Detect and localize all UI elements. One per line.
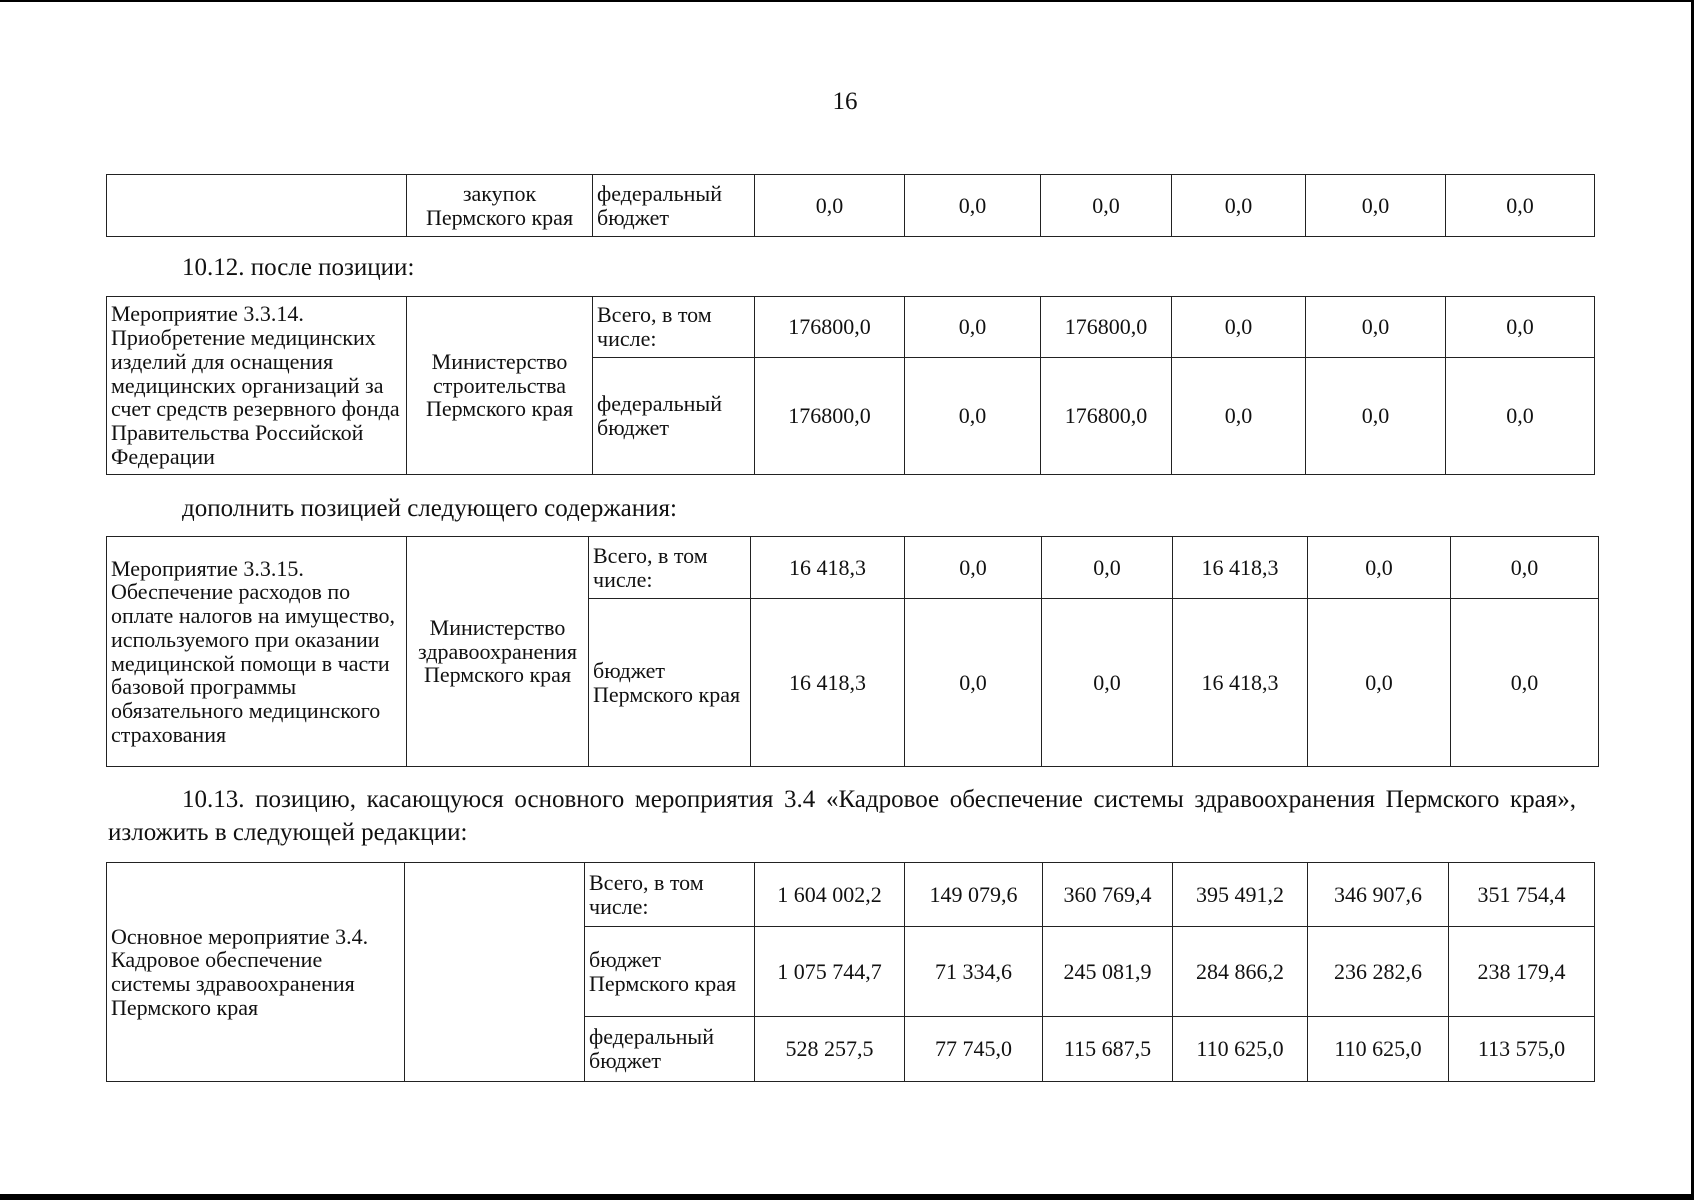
table-continuation — [106, 174, 1595, 237]
page-number: 16 — [832, 88, 858, 115]
value-cell: 0,0 — [1308, 599, 1451, 767]
executor-cell — [405, 863, 585, 1082]
value-cell: 0,0 — [905, 175, 1041, 237]
scan-bottom-edge — [0, 1194, 1694, 1200]
value-cell: 236 282,6 — [1308, 927, 1449, 1017]
paragraph-add-position: дополнить позицией следующего содержания: — [182, 495, 677, 522]
table-row — [107, 175, 1595, 237]
value-cell: 0,0 — [905, 537, 1042, 599]
source-cell: федеральный бюджет — [593, 175, 755, 237]
value-cell: 0,0 — [1446, 175, 1595, 237]
value-cell: 0,0 — [1306, 175, 1446, 237]
value-cell: 395 491,2 — [1173, 863, 1308, 927]
value-cell: 1 604 002,2 — [755, 863, 905, 927]
source-cell: федеральный бюджет — [585, 1017, 755, 1082]
table-row — [107, 297, 1595, 358]
value-cell: 0,0 — [1172, 358, 1306, 475]
source-cell: бюджет Пермского края — [585, 927, 755, 1017]
value-cell: 0,0 — [905, 358, 1041, 475]
value-cell: 0,0 — [1306, 297, 1446, 358]
value-cell: 360 769,4 — [1043, 863, 1173, 927]
value-cell: 0,0 — [1451, 599, 1599, 767]
value-cell: 0,0 — [1451, 537, 1599, 599]
measure-name-cell: Мероприятие 3.3.14. Приобретение медицинских изделий для оснащения медицинских организаций за счет средств резервного фонда Правительства Российской Федерации — [107, 297, 407, 475]
paragraph-10-13: 10.13. позицию, касающуюся основного мероприятия 3.4 «Кадровое обеспечение системы здравоохранения Пермского края», изложить в следующей редакции: — [108, 786, 1576, 846]
value-cell: 110 625,0 — [1173, 1017, 1308, 1082]
value-cell: 71 334,6 — [905, 927, 1043, 1017]
source-cell: бюджет Пермского края — [589, 599, 751, 767]
source-cell: федеральный бюджет — [593, 358, 755, 475]
value-cell: 176800,0 — [1041, 297, 1172, 358]
value-cell: 16 418,3 — [751, 537, 905, 599]
value-cell: 16 418,3 — [1173, 537, 1308, 599]
value-cell: 0,0 — [1306, 358, 1446, 475]
value-cell: 1 075 744,7 — [755, 927, 905, 1017]
paragraph-10-12: 10.12. после позиции: — [182, 254, 415, 281]
value-cell: 176800,0 — [755, 297, 905, 358]
table-row — [107, 863, 1595, 927]
value-cell: 0,0 — [1172, 297, 1306, 358]
value-cell: 346 907,6 — [1308, 863, 1449, 927]
value-cell: 113 575,0 — [1449, 1017, 1595, 1082]
value-cell: 176800,0 — [1041, 358, 1172, 475]
value-cell: 115 687,5 — [1043, 1017, 1173, 1082]
value-cell: 0,0 — [905, 297, 1041, 358]
value-cell: 149 079,6 — [905, 863, 1043, 927]
value-cell: 0,0 — [1042, 537, 1173, 599]
value-cell: 176800,0 — [755, 358, 905, 475]
value-cell: 16 418,3 — [751, 599, 905, 767]
value-cell: 0,0 — [1042, 599, 1173, 767]
value-cell: 16 418,3 — [1173, 599, 1308, 767]
value-cell: 0,0 — [905, 599, 1042, 767]
source-cell: Всего, в том числе: — [593, 297, 755, 358]
value-cell: 0,0 — [1446, 297, 1595, 358]
value-cell: 245 081,9 — [1043, 927, 1173, 1017]
table-row — [107, 537, 1599, 599]
value-cell: 77 745,0 — [905, 1017, 1043, 1082]
value-cell: 0,0 — [1041, 175, 1172, 237]
value-cell: 110 625,0 — [1308, 1017, 1449, 1082]
executor-cell: закупок Пермского края — [407, 175, 593, 237]
value-cell: 238 179,4 — [1449, 927, 1595, 1017]
value-cell: 351 754,4 — [1449, 863, 1595, 927]
table-measure-3-3-15 — [106, 536, 1599, 767]
empty-cell — [107, 175, 407, 237]
value-cell: 0,0 — [1446, 358, 1595, 475]
executor-cell: Министерство строительства Пермского края — [407, 297, 593, 475]
source-cell: Всего, в том числе: — [585, 863, 755, 927]
scan-top-edge — [0, 0, 1694, 2]
value-cell: 0,0 — [755, 175, 905, 237]
source-cell: Всего, в том числе: — [589, 537, 751, 599]
value-cell: 284 866,2 — [1173, 927, 1308, 1017]
table-main-measure-3-4 — [106, 862, 1595, 1082]
value-cell: 528 257,5 — [755, 1017, 905, 1082]
executor-cell: Министерство здравоохранения Пермского края — [407, 537, 589, 767]
measure-name-cell: Мероприятие 3.3.15. Обеспечение расходов по оплате налогов на имущество, используемого при оказании медицинской помощи в части базовой программы обязательного медицинского страхования — [107, 537, 407, 767]
value-cell: 0,0 — [1172, 175, 1306, 237]
measure-name-cell: Основное мероприятие 3.4. Кадровое обеспечение системы здравоохранения Пермского края — [107, 863, 405, 1082]
table-measure-3-3-14 — [106, 296, 1595, 475]
value-cell: 0,0 — [1308, 537, 1451, 599]
